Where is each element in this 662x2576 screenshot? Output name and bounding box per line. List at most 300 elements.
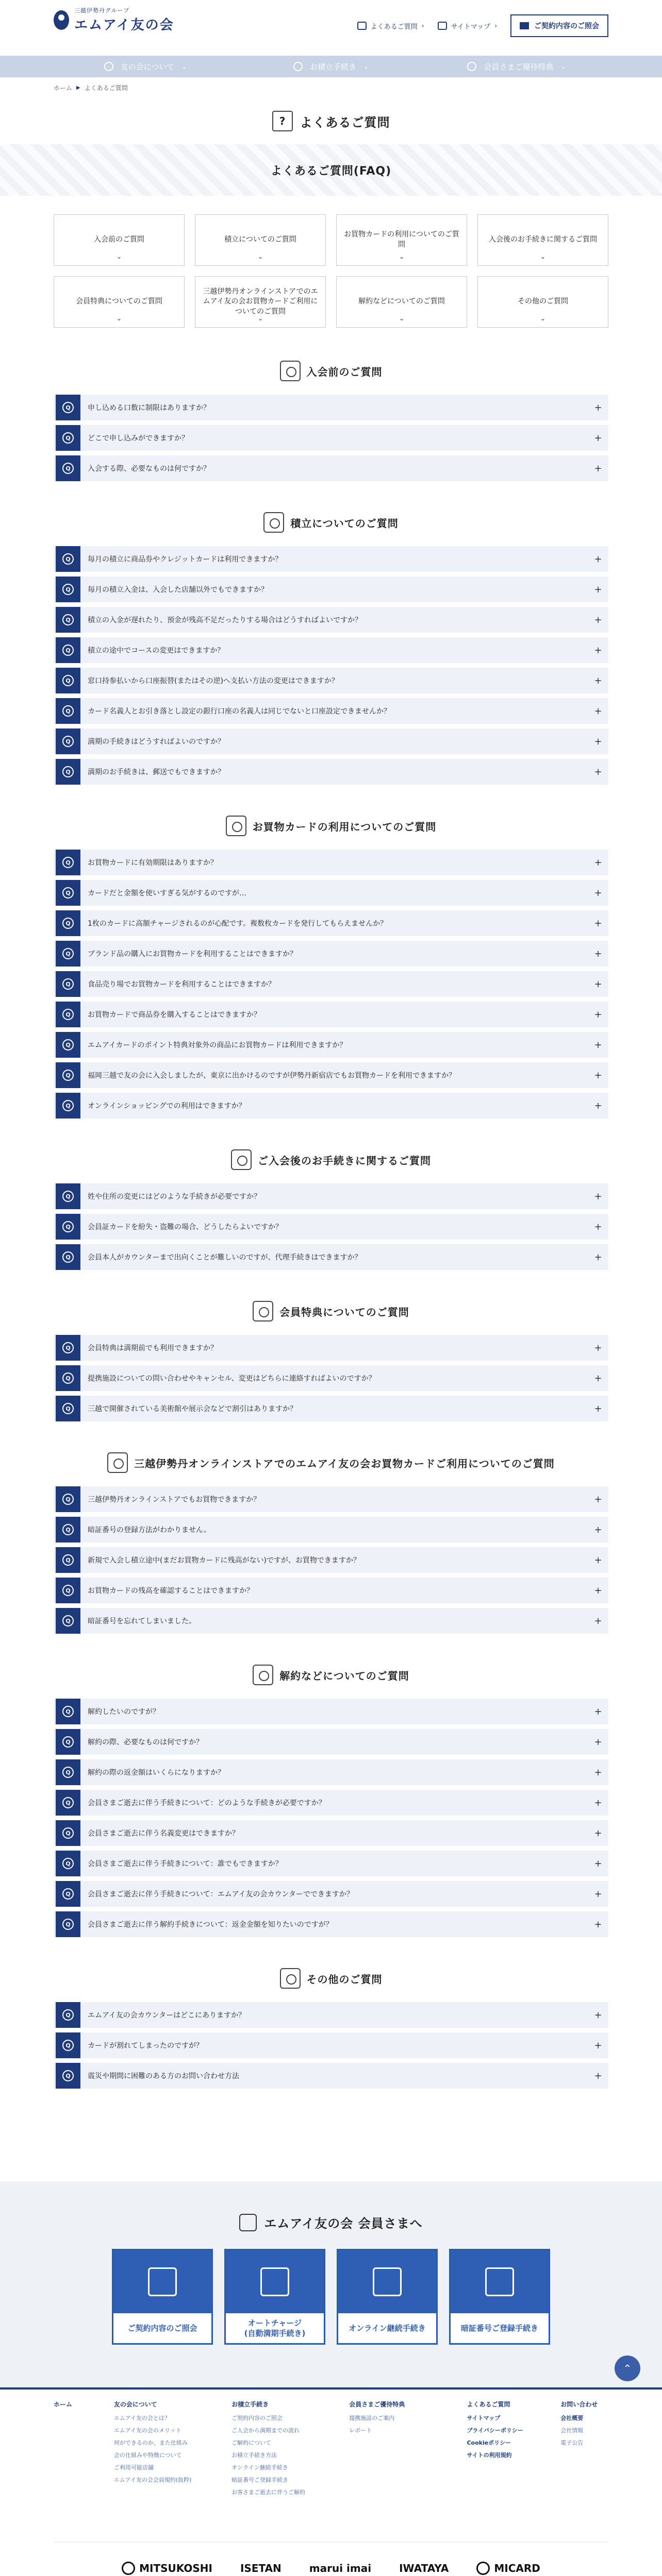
question-text: 姓や住所の変更にはどのような手続きが必要ですか？ <box>88 1193 261 1201</box>
logo-subtitle: 三越伊勢丹グループ <box>74 7 130 14</box>
faq-question-row[interactable] <box>54 2032 608 2058</box>
section-icon <box>280 361 301 381</box>
footer-link[interactable]: レポート <box>349 2427 372 2434</box>
section-title: その他のご質問 <box>306 1973 383 1986</box>
category-card[interactable] <box>54 276 185 328</box>
footer-link[interactable]: ご利用可能店舗 <box>113 2464 154 2471</box>
question-text: 積立の途中でコースの変更はできますか？ <box>88 647 225 655</box>
plus-icon: + <box>594 1251 602 1263</box>
brand-iwataya[interactable] <box>399 2562 449 2574</box>
faq-question-row[interactable] <box>54 880 608 906</box>
plus-icon: + <box>594 1858 602 1869</box>
plus-icon: + <box>594 1221 602 1232</box>
utility-nav <box>357 14 608 37</box>
gnav-item-procedures[interactable] <box>238 56 424 77</box>
plus-icon: + <box>594 1342 602 1353</box>
chevron-down-icon: ⌄ <box>363 63 369 70</box>
faq-question-row[interactable] <box>54 668 608 693</box>
faq-question-row[interactable] <box>54 1851 608 1876</box>
faq-question-row[interactable] <box>54 395 608 420</box>
faq-sections <box>0 361 662 2089</box>
brand-label: MICARD <box>494 2562 540 2574</box>
faq-section <box>54 1665 608 1937</box>
q-badge-icon: Q <box>56 1911 80 1937</box>
gnav-label: お積立手続き <box>309 62 356 72</box>
faq-question-row[interactable] <box>54 1911 608 1937</box>
question-text: エムアイ友の会カウンターはどこにありますか？ <box>88 2011 246 2020</box>
wallet-icon <box>293 62 303 71</box>
category-label: 入会後のお手続きに関するご質問 <box>489 235 597 244</box>
question-text: 会員さまご逝去に伴う手続きについて：誰でもできますか？ <box>88 1860 283 1868</box>
q-badge-icon: Q <box>56 607 80 633</box>
chevron-down-icon: ⌄ <box>116 253 122 261</box>
chevron-down-icon: ⌄ <box>560 63 566 70</box>
category-card[interactable] <box>336 214 467 266</box>
group-brands <box>54 2542 608 2576</box>
faq-question-row[interactable] <box>54 1547 608 1573</box>
question-text: カードが割れてしまったのですが？ <box>88 2042 203 2050</box>
faq-question-row[interactable] <box>54 607 608 633</box>
question-text: 窓口持参払いから口座振替(またはその逆)へ支払い方法の変更はできますか？ <box>88 677 339 685</box>
question-list <box>54 1486 608 1634</box>
member-card-contract[interactable] <box>112 2249 213 2345</box>
q-badge-icon: Q <box>56 455 80 481</box>
footer-col-about <box>114 2400 231 2542</box>
member-cards <box>0 2249 662 2345</box>
faq-question-row[interactable] <box>54 1759 608 1785</box>
q-badge-icon: Q <box>56 880 80 906</box>
plus-icon: + <box>594 1797 602 1808</box>
footer-link[interactable]: エムアイ友の会のメリット <box>113 2427 181 2434</box>
q-badge-icon: Q <box>56 728 80 754</box>
chevron-down-icon: ⌄ <box>540 315 546 323</box>
section-heading <box>54 816 608 836</box>
question-icon <box>357 22 367 30</box>
plus-icon: + <box>594 705 602 717</box>
member-card-online-renewal[interactable] <box>337 2249 438 2345</box>
q-badge-icon: Q <box>56 971 80 997</box>
footer-link[interactable]: ご解約について <box>231 2439 271 2446</box>
question-text: 解約したいのですが？ <box>88 1708 160 1716</box>
question-list <box>54 850 608 1118</box>
footer-link[interactable]: 提携施設のご案内 <box>349 2415 395 2421</box>
plus-icon: + <box>594 736 602 747</box>
footer-col-contact <box>560 2400 608 2542</box>
footer-link[interactable]: プライバシーポリシー <box>467 2427 523 2434</box>
gnav-item-about[interactable] <box>53 56 238 77</box>
faq-section <box>54 361 608 481</box>
question-text: 会員さまご逝去に伴う手続きについて：エムアイ友の会カウンターでできますか？ <box>88 1890 354 1899</box>
faq-heading: よくあるご質問(FAQ) <box>270 164 392 178</box>
chevron-right-icon: › <box>421 22 424 29</box>
q-badge-icon: Q <box>56 1790 80 1816</box>
q-badge-icon: Q <box>56 2002 80 2028</box>
faq-question-row[interactable] <box>54 728 608 754</box>
card-label: ご契約内容のご照会 <box>127 2323 197 2333</box>
section-title: 入会前のご質問 <box>306 365 383 378</box>
page-title-area <box>0 98 662 144</box>
footer-heading[interactable]: お問い合わせ <box>560 2401 598 2408</box>
q-badge-icon: Q <box>56 910 80 936</box>
contract-inquiry-label: ご契約内容のご照会 <box>534 22 599 30</box>
question-text: オンラインショッピングでの利用はできますか？ <box>88 1102 246 1110</box>
micard-logo-icon <box>476 2562 490 2575</box>
chevron-up-icon: ⌃ <box>623 2362 632 2375</box>
question-text: 三越で開催されている美術館や展示会などで割引はありますか？ <box>88 1405 297 1413</box>
faq-question-row[interactable] <box>54 455 608 481</box>
footer-link[interactable]: サイトマップ <box>467 2415 501 2421</box>
question-text: 満期のお手続きは、郵送でもできますか？ <box>88 768 225 776</box>
q-badge-icon: Q <box>56 425 80 451</box>
q-badge-icon: Q <box>56 1517 80 1543</box>
plus-icon: + <box>594 1736 602 1748</box>
question-text: 入会する際、必要なものは何ですか？ <box>88 465 210 473</box>
faq-question-row[interactable] <box>54 637 608 663</box>
faq-question-row[interactable] <box>54 1790 608 1816</box>
member-card-pin[interactable] <box>449 2249 550 2345</box>
faq-question-row[interactable] <box>54 1729 608 1755</box>
site-footer <box>0 2389 662 2542</box>
question-text: 申し込める口数に制限はありますか？ <box>88 404 210 412</box>
footer-col-faq <box>467 2400 560 2542</box>
q-badge-icon: Q <box>56 1881 80 1907</box>
q-badge-icon: Q <box>56 1335 80 1361</box>
plus-icon: + <box>594 1919 602 1930</box>
plus-icon: + <box>594 2070 602 2081</box>
section-heading <box>54 1665 608 1685</box>
section-title: お買物カードの利用についてのご質問 <box>252 820 437 833</box>
faq-question-row[interactable] <box>54 759 608 785</box>
footer-link[interactable]: エムアイ友の会とは？ <box>113 2415 170 2421</box>
member-band <box>0 2181 662 2387</box>
section-icon <box>231 1149 252 1170</box>
plus-icon: + <box>594 1706 602 1717</box>
question-text: 会員さまご逝去に伴う手続きについて：どのような手続きが必要ですか？ <box>88 1799 326 1807</box>
plus-icon: + <box>594 1888 602 1900</box>
category-label: その他のご質問 <box>518 297 568 306</box>
footer-link[interactable]: エムアイ友の会会員規約(抜粋) <box>113 2477 192 2483</box>
question-text: 満期の手続きはどうすればよいのですか？ <box>88 738 225 746</box>
site-header <box>0 0 662 56</box>
q-badge-icon: Q <box>56 1759 80 1785</box>
logo-title: エムアイ友の会 <box>74 18 174 33</box>
plus-icon: + <box>594 584 602 595</box>
document-search-icon <box>148 2267 177 2296</box>
sitemap-icon <box>438 22 447 30</box>
faq-link-label: よくあるご質問 <box>370 23 418 31</box>
category-card[interactable] <box>477 214 608 266</box>
plus-icon: + <box>594 553 602 565</box>
lock-phone-icon <box>485 2267 514 2296</box>
question-text: お買物カードに有効期限はありますか？ <box>88 859 218 867</box>
plus-icon: + <box>594 1585 602 1596</box>
category-label: 積立についてのご質問 <box>224 235 296 244</box>
section-icon <box>253 1665 273 1685</box>
faq-question-row[interactable] <box>54 698 608 724</box>
sitemap-link-label: サイトマップ <box>451 23 491 31</box>
q-badge-icon: Q <box>56 2063 80 2089</box>
brand-micard[interactable] <box>476 2562 540 2575</box>
footer-heading[interactable]: お積立手続き <box>231 2401 269 2408</box>
plus-icon: + <box>594 1191 602 1202</box>
question-text: 積立の入金が遅れたり、預金が残高不足だったりする場合はどうすればよいですか？ <box>88 616 362 624</box>
gift-icon <box>467 62 476 71</box>
question-text: 会員さまご逝去に伴う解約手続きについて：返金金額を知りたいのですが？ <box>88 1921 333 1929</box>
member-card-autocharge[interactable] <box>224 2249 325 2345</box>
brand-isetan[interactable] <box>240 2562 282 2574</box>
faq-question-row[interactable] <box>54 910 608 936</box>
question-text: 新規で入会し積立途中(まだお買物カードに残高がない)ですが、お買物できますか？ <box>88 1556 360 1565</box>
contract-inquiry-button[interactable] <box>510 14 608 37</box>
chevron-right-icon: ▶ <box>76 84 80 91</box>
chevron-down-icon: ⌄ <box>257 315 263 323</box>
faq-question-row[interactable] <box>54 546 608 572</box>
footer-heading[interactable]: 友の会について <box>113 2401 157 2408</box>
plus-icon: + <box>594 857 602 868</box>
footer-link[interactable]: 会社情報 <box>560 2427 584 2434</box>
q-badge-icon: Q <box>56 941 80 967</box>
question-text: 解約の際、必要なものは何ですか？ <box>88 1738 203 1747</box>
question-text: 三越伊勢丹オンラインストアでもお買物できますか？ <box>88 1496 261 1504</box>
faq-question-row[interactable] <box>54 2002 608 2028</box>
category-card[interactable] <box>336 276 467 328</box>
faq-question-row[interactable] <box>54 2063 608 2089</box>
q-badge-icon: Q <box>56 668 80 693</box>
question-list <box>54 1183 608 1270</box>
devices-icon <box>373 2267 402 2296</box>
footer-heading[interactable]: よくあるご質問 <box>467 2401 510 2408</box>
gnav-label: 会員さまご優待特典 <box>484 62 554 72</box>
question-text: 毎月の積立に商品券やクレジットカードは利用できますか？ <box>88 555 283 564</box>
q-badge-icon: Q <box>56 1214 80 1240</box>
faq-band <box>0 144 662 196</box>
q-badge-icon: Q <box>56 1820 80 1846</box>
question-box-icon: ? <box>272 111 293 131</box>
plus-icon: + <box>594 1767 602 1778</box>
plus-icon: + <box>594 1494 602 1505</box>
question-text: ブランド品の購入にお買物カードを利用することはできますか？ <box>88 950 297 958</box>
sitemap-link[interactable] <box>438 21 497 31</box>
plus-icon: + <box>594 1039 602 1050</box>
question-text: 食品売り場でお買物カードを利用することはできますか？ <box>88 980 275 989</box>
card-label: オンライン継続手続き <box>349 2323 426 2333</box>
footer-link[interactable]: Cookieポリシー <box>467 2439 511 2446</box>
footer-link[interactable]: 暗証番号ご登録手続き <box>231 2477 289 2483</box>
q-badge-icon: Q <box>56 1062 80 1088</box>
brand-label: MITSUKOSHI <box>139 2562 212 2574</box>
category-label: 解約などについてのご質問 <box>358 297 445 306</box>
section-title: 三越伊勢丹オンラインストアでのエムアイ友の会お買物カードご利用についてのご質問 <box>134 1457 555 1470</box>
q-badge-icon: Q <box>56 1093 80 1118</box>
faq-question-row[interactable] <box>54 1365 608 1391</box>
gnav-label: 友の会について <box>120 62 175 72</box>
category-card[interactable] <box>477 276 608 328</box>
plus-icon: + <box>594 645 602 656</box>
faq-question-row[interactable] <box>54 1396 608 1421</box>
faq-question-row[interactable] <box>54 577 608 602</box>
card-label-sub: (自動満期手続き) <box>244 2329 306 2338</box>
plus-icon: + <box>594 1070 602 1081</box>
question-text: 会員本人がカウンターまで出向くことが難しいのですが、代理手続きはできますか？ <box>88 1253 362 1262</box>
faq-section <box>54 816 608 1118</box>
faq-question-row[interactable] <box>54 1002 608 1027</box>
question-text: 福岡三越で友の会に入会しましたが、東京に出かけるのですが伊勢丹新宿店でもお買物カードを利用できますか？ <box>88 1072 456 1080</box>
faq-link[interactable] <box>357 21 424 31</box>
faq-question-row[interactable] <box>54 425 608 451</box>
plus-icon: + <box>594 918 602 929</box>
question-text: カード名義人とお引き落とし設定の銀行口座の名義人は同じでないと口座設定できませんか？ <box>88 707 391 716</box>
plus-icon: + <box>594 887 602 899</box>
question-text: エムアイカードのポイント特典対象外の商品にお買物カードは利用できますか？ <box>88 1041 347 1049</box>
back-to-top-button[interactable] <box>615 2355 640 2381</box>
q-badge-icon: Q <box>56 1699 80 1724</box>
footer-home-link[interactable]: ホーム <box>54 2401 73 2408</box>
brand-mitsukoshi[interactable] <box>122 2562 212 2575</box>
plus-icon: + <box>594 2009 602 2021</box>
footer-link[interactable]: ご契約内容のご照会 <box>231 2415 283 2421</box>
question-text: 解約の際の返金額はいくらになりますか？ <box>88 1769 225 1777</box>
question-text: 会員特典は満期前でも利用できますか？ <box>88 1344 218 1352</box>
chevron-down-icon: ⌄ <box>399 253 405 261</box>
q-badge-icon: Q <box>56 1032 80 1058</box>
faq-question-row[interactable] <box>54 1486 608 1512</box>
section-icon <box>253 1301 273 1321</box>
faq-question-row[interactable] <box>54 850 608 875</box>
faq-question-row[interactable] <box>54 1517 608 1543</box>
q-badge-icon: Q <box>56 1851 80 1876</box>
autocharge-icon <box>260 2267 289 2296</box>
logo-mark-icon <box>54 10 69 30</box>
faq-section <box>54 512 608 785</box>
faq-section <box>54 1452 608 1634</box>
question-list <box>54 1699 608 1937</box>
question-list <box>54 395 608 481</box>
category-label: お買物カードの利用についてのご質問 <box>344 230 459 249</box>
faq-question-row[interactable] <box>54 1062 608 1088</box>
faq-question-row[interactable] <box>54 1820 608 1846</box>
plus-icon: + <box>594 432 602 444</box>
brand-label: ISETAN <box>240 2562 282 2574</box>
question-text: お買物カードで商品券を購入することはできますか？ <box>88 1011 261 1019</box>
faq-question-row[interactable] <box>54 1214 608 1240</box>
footer-link[interactable]: 会社概要 <box>560 2415 584 2421</box>
footer-link[interactable]: お客さまご逝去に伴うご解約 <box>231 2489 306 2496</box>
plus-icon: + <box>594 1009 602 1020</box>
faq-section <box>54 1149 608 1270</box>
faq-question-row[interactable] <box>54 941 608 967</box>
hand-pointer-icon <box>239 2214 257 2231</box>
plus-icon: + <box>594 1524 602 1535</box>
q-badge-icon: Q <box>56 1729 80 1755</box>
plus-icon: + <box>594 948 602 959</box>
footer-col-procedures <box>231 2400 349 2542</box>
faq-question-row[interactable] <box>54 1244 608 1270</box>
category-card[interactable] <box>195 276 326 328</box>
breadcrumb-home[interactable]: ホーム <box>54 84 73 92</box>
footer-col-benefits <box>349 2400 467 2542</box>
footer-link[interactable]: 会の仕組みや特徴について <box>113 2452 182 2459</box>
question-text: 1枚のカードに高額チャージされるのが心配です。複数枚カードを発行してもらえませんか？ <box>88 920 388 928</box>
section-heading <box>54 1149 608 1170</box>
plus-icon: + <box>594 766 602 777</box>
footer-link[interactable]: お積立手続き方法 <box>231 2452 277 2459</box>
q-badge-icon: Q <box>56 2032 80 2058</box>
question-text: 会員さまご逝去に伴う名義変更はできますか？ <box>88 1829 239 1838</box>
member-title: エムアイ友の会 会員さまへ <box>264 2216 423 2231</box>
faq-question-row[interactable] <box>54 1335 608 1361</box>
category-card[interactable] <box>195 214 326 266</box>
footer-link[interactable]: 電子公告 <box>560 2439 584 2446</box>
global-nav <box>0 56 662 77</box>
plus-icon: + <box>594 1372 602 1384</box>
footer-heading[interactable]: 会員さまご優待特典 <box>349 2401 405 2408</box>
section-heading <box>54 361 608 381</box>
faq-question-row[interactable] <box>54 1578 608 1603</box>
footer-link[interactable]: オンライン継続手続き <box>231 2464 288 2471</box>
question-list <box>54 546 608 785</box>
chevron-down-icon: ⌄ <box>257 253 263 261</box>
faq-question-row[interactable] <box>54 1093 608 1118</box>
q-badge-icon: Q <box>56 1365 80 1391</box>
plus-icon: + <box>594 402 602 413</box>
card-label: オートチャージ <box>247 2318 302 2328</box>
q-badge-icon: Q <box>56 577 80 602</box>
faq-question-row[interactable] <box>54 1699 608 1724</box>
faq-section <box>54 1968 608 2089</box>
category-label: 三越伊勢丹オンラインストアでのエムアイ友の会お買物カードご利用についてのご質問 <box>203 287 318 316</box>
question-list <box>54 2002 608 2089</box>
gnav-item-benefits[interactable] <box>424 56 609 77</box>
faq-question-row[interactable] <box>54 971 608 997</box>
q-badge-icon: Q <box>56 1244 80 1270</box>
category-card[interactable] <box>54 214 185 266</box>
section-heading <box>54 1968 608 1989</box>
faq-question-row[interactable] <box>54 1032 608 1058</box>
section-icon <box>107 1452 128 1473</box>
q-badge-icon: Q <box>56 1486 80 1512</box>
faq-question-row[interactable] <box>54 1881 608 1907</box>
footer-col-home <box>54 2400 114 2542</box>
q-badge-icon: Q <box>56 759 80 785</box>
plus-icon: + <box>594 1615 602 1626</box>
category-label: 会員特典についてのご質問 <box>76 297 162 306</box>
section-title: 会員特典についてのご質問 <box>279 1306 409 1318</box>
faq-question-row[interactable] <box>54 1608 608 1634</box>
q-badge-icon: Q <box>56 637 80 663</box>
footer-link[interactable]: サイトの利用規約 <box>467 2452 512 2459</box>
site-logo[interactable] <box>54 6 174 33</box>
brand-label: marui imai <box>309 2562 372 2574</box>
faq-question-row[interactable] <box>54 1183 608 1209</box>
brand-maruiimai[interactable] <box>309 2562 371 2574</box>
footer-link[interactable]: ご入会から満期までの流れ <box>231 2427 300 2434</box>
section-heading <box>54 1301 608 1321</box>
plus-icon: + <box>594 1827 602 1839</box>
mitsukoshi-logo-icon <box>122 2562 135 2575</box>
plus-icon: + <box>594 2040 602 2051</box>
info-icon <box>104 62 113 71</box>
footer-link[interactable]: 何ができるのか、また仕組み <box>113 2439 188 2446</box>
section-icon <box>280 1968 301 1989</box>
page-title: よくあるご質問 <box>300 115 390 130</box>
section-icon <box>263 512 284 533</box>
plus-icon: + <box>594 1100 602 1111</box>
q-badge-icon: Q <box>56 546 80 572</box>
chevron-down-icon: ⌄ <box>181 63 187 70</box>
plus-icon: + <box>594 978 602 990</box>
category-grid <box>54 214 608 328</box>
plus-icon: + <box>594 675 602 686</box>
